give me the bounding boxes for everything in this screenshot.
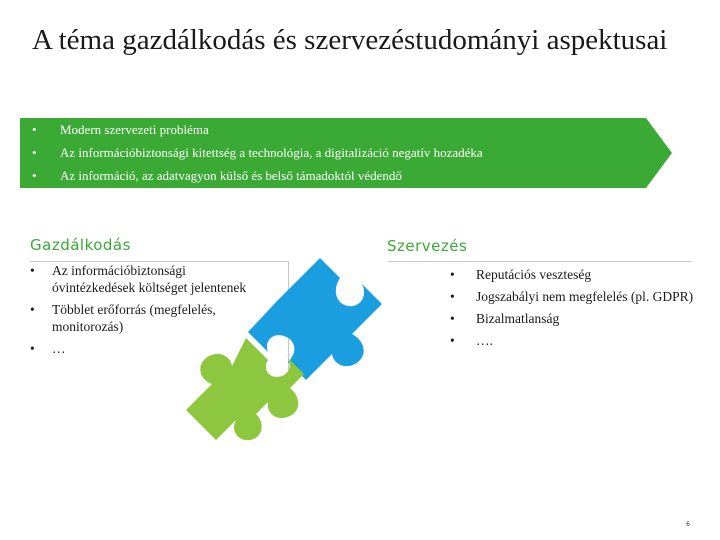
banner-list-item: • Modern szervezeti probléma [32, 119, 483, 142]
bullet-icon: • [32, 168, 37, 183]
banner-list-item: • Az információ, az adatvagyon külső és belső támadoktól védendő [32, 165, 483, 188]
banner-list [32, 119, 483, 188]
heading-szervezes: Szervezés [387, 237, 468, 255]
puzzle-piece-green-icon [186, 338, 304, 440]
key-points-banner [20, 118, 672, 188]
bullet-icon: • [30, 263, 35, 278]
puzzle-piece-blue-icon [248, 258, 382, 380]
list-item: • Az információbiztonsági óvintézkedések költséget jelentenek [30, 263, 247, 295]
page-number: 6 [686, 521, 690, 528]
szervezes-list [450, 266, 694, 354]
bullet-icon: • [450, 333, 455, 348]
bullet-icon: • [30, 341, 35, 356]
bullet-icon: • [450, 289, 455, 304]
bullet-icon: • [450, 311, 455, 326]
puzzle-illustration [186, 248, 426, 484]
list-item: • … [30, 341, 66, 356]
slide-title: A téma gazdálkodás és szervezéstudományi aspektusai [32, 24, 668, 56]
bullet-icon: • [32, 145, 37, 160]
right-section-divider [388, 261, 692, 262]
list-item: • Többlet erőforrás (megfelelés, monitorozás) [30, 302, 216, 334]
list-item: • Reputációs veszteség [450, 267, 592, 282]
bullet-icon: • [30, 302, 35, 317]
bullet-icon: • [450, 267, 455, 282]
banner-list-item: • Az információbiztonsági kitettség a technológia, a digitalizáció negatív hozadéka [32, 142, 483, 165]
heading-gazdalkodas: Gazdálkodás [30, 236, 131, 254]
list-item: • Jogszabályi nem megfelelés (pl. GDPR) [450, 289, 694, 304]
bullet-icon: • [32, 122, 37, 137]
list-item: • …. [450, 333, 493, 348]
list-item: • Bizalmatlanság [450, 311, 560, 326]
